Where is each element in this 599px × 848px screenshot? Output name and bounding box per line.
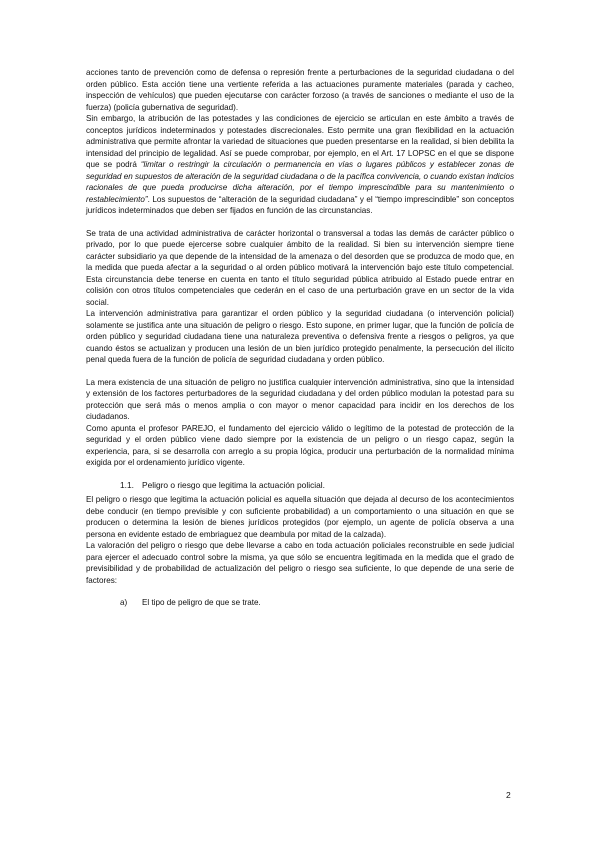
page-number: 2 xyxy=(506,790,511,800)
spacer xyxy=(86,366,514,377)
paragraph-6: Como apunta el profesor PAREJO, el fundamento del ejercicio válido o legítimo de la potestad de protección de la seguridad y el orden público viene dado siempre por la existencia de un peligro o un riesgo capaz, según la experiencia, para, si se desarrolla con arreglo a su propia lógica, producir una perturbación de la normalidad mínima exigida por el ordenamiento jurídico vigente. xyxy=(86,423,514,467)
spacer xyxy=(86,217,514,228)
section-title: Peligro o riesgo que legitima la actuación policial. xyxy=(142,479,325,490)
paragraph-3: Se trata de una actividad administrativa de carácter horizontal o transversal a todas las demás de carácter público o privado, por lo que puede ejercerse sobre cualquier ámbito de la realidad. Si bien su intervención siempre tiene carácter subsidiario ya que depende de la intensidad de la amenaza o del desorden que se produzca de modo que, en la medida que pueda afectar a la seguridad o al orden público motivará la intervención bajo este título competencial. Esta circunstancia debe tenerse en cuenta en tanto el título seguridad pública atribuido al Estado puede entrar en colisión con otros títulos competenciales que cederán en el caso de una perturbación grave en un sector de la vida social. xyxy=(86,228,514,307)
spacer xyxy=(86,469,514,480)
spacer xyxy=(86,586,514,597)
list-item-text: El tipo de peligro de que se trate. xyxy=(142,598,261,607)
paragraph-2-quote: “limitar o restringir la circulación o permanencia en vías o lugares públicos y establecer zonas de seguridad en supuestos de alteración de la seguridad ciudadana o de la pacífica convivencia, o cuando existan indicios racionales de que pueda producirse dicha alteración, por el tiempo imprescindible para su mantenimiento o restablecimiento” xyxy=(86,160,515,204)
page-content xyxy=(86,67,514,609)
paragraph-4: La intervención administrativa para garantizar el orden público y la seguridad ciudadana (o intervención policial) solamente se justifica ante una situación de peligro o riesgo. Esto supone, en primer lugar, que la función de policía de orden público y seguridad ciudadana tiene una naturaleza preventiva o defensiva frente a riesgos o peligros, ya que cuando éstos se actualizan y producen una lesión de un bien jurídico protegido penalmente, la persecución del ilícito penal queda fuera de la función de policía de seguridad ciudadana y orden público. xyxy=(86,309,514,364)
paragraph-2-text-a: Sin embargo, la atribución de las potestades y las condiciones de ejercicio se articulan en este ámbito a través de conceptos jurídicos indeterminados y potestades discrecionales. Esto permite una gran flexibilidad en la actuación administrativa que permite afrontar la variedad de situaciones que pueden presentarse en la realidad, si bien debilita la intensidad del principio de legalidad. Así se puede comprobar, por ejemplo, en el Art. 17 LOPSC en el que se dispone que se podrá xyxy=(86,114,514,169)
list-item-a xyxy=(120,597,514,609)
section-heading xyxy=(120,480,514,492)
paragraph-8: La valoración del peligro o riesgo que debe llevarse a cabo en toda actuación policiales reconstruible en sede judicial para ejercer el adecuado control sobre la misma, ya que sólo se encuentra legitimada en la medida que el grado de previsibilidad y de probabilidad de actualización del peligro o riesgo sea suficiente, lo que depende de una serie de factores: xyxy=(86,541,514,585)
paragraph-7: El peligro o riesgo que legitima la actuación policial es aquella situación que dejada al decurso de los acontecimientos debe conducir (en tiempo previsible y con suficiente probabilidad) a un comportamiento o una situación en que se producen o determina la lesión de bienes jurídicos protegidos (por ejemplo, un agente de policía observa a una persona en evidente estado de embriaguez que deambula por mitad de la calzada). xyxy=(86,495,514,539)
paragraph-1: acciones tanto de prevención como de defensa o represión frente a perturbaciones de la seguridad ciudadana o del orden público. Esta acción tiene una vertiente referida a las actuaciones puramente materiales (parada y cacheo, inspección de vehículos) que pueden ejecutarse con carácter forzoso (a través de sanciones o mediante el uso de la fuerza) (policía gubernativa de seguridad). xyxy=(86,68,514,112)
section-number: 1.1. xyxy=(120,479,134,490)
paragraph-5: La mera existencia de una situación de peligro no justifica cualquier intervención administrativa, sino que la intensidad y extensión de los factores perturbadores de la seguridad ciudadana y del orden público modulan la potestad para su protección que será más o menos amplia o con mayor o menor capacidad para incidir en los derechos de los ciudadanos. xyxy=(86,377,514,421)
paragraph-2-text-b: . Los supuestos de “alteración de la seguridad ciudadana” y el “tiempo imprescindible” son conceptos jurídicos indeterminados que deben ser fijados en función de las circunstancias. xyxy=(86,194,514,215)
paragraph-2 xyxy=(86,113,514,217)
list-marker: a) xyxy=(120,598,128,607)
